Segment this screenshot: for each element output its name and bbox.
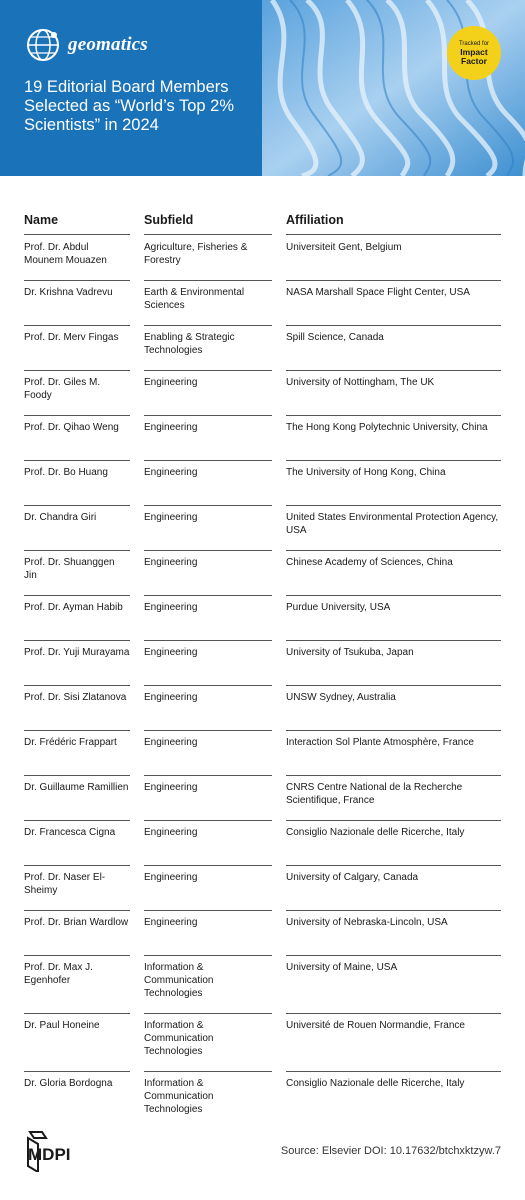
row-divider [286,550,501,551]
row-divider [144,1013,272,1014]
member-name: Prof. Dr. Qihao Weng [24,422,119,433]
member-affiliation: Chinese Academy of Sciences, China [286,557,453,568]
member-subfield: Engineering [144,692,198,703]
member-name: Prof. Dr. Sisi Zlatanova [24,692,127,703]
row-divider [144,820,272,821]
member-name: Dr. Gloria Bordogna [24,1078,113,1089]
member-affiliation: University of Tsukuba, Japan [286,647,414,658]
row-divider [24,640,130,641]
badge-line-factor: Factor [461,55,487,66]
member-subfield: Engineering [144,872,198,883]
row-divider [24,955,130,956]
row-divider [286,505,501,506]
member-subfield: Engineering [144,602,198,613]
row-divider [144,415,272,416]
row-divider [24,1071,130,1072]
row-divider [24,1013,130,1014]
row-divider [144,865,272,866]
member-subfield: Engineering [144,782,198,793]
member-affiliation: CNRS Centre National de la Recherche Scientifique, France [286,782,463,806]
member-name: Prof. Dr. Naser El-Sheimy [24,872,106,896]
member-affiliation: The University of Hong Kong, China [286,467,446,478]
source-citation: Source: Elsevier DOI: 10.17632/btchxktzyw.7 [280,1145,501,1157]
row-divider [286,415,501,416]
row-divider [144,910,272,911]
header-rule-affiliation [286,234,501,235]
member-name: Prof. Dr. Yuji Murayama [24,647,130,658]
badge-caption: Tracked for [458,40,490,47]
member-subfield: Earth & Environmental Sciences [144,287,245,311]
row-divider [286,595,501,596]
row-divider [24,775,130,776]
member-subfield: Information & Communication Technologies [144,1020,214,1057]
mdpi-logo [24,1130,94,1172]
member-affiliation: Purdue University, USA [286,602,391,613]
row-divider [144,460,272,461]
mdpi-logo-mark [24,1130,94,1172]
mdpi-wordmark: MDPI [28,1145,71,1164]
member-name: Dr. Paul Honeine [24,1020,100,1031]
row-divider [24,370,130,371]
member-affiliation: Interaction Sol Plante Atmosphère, France [286,737,474,748]
member-affiliation: Universiteit Gent, Belgium [286,242,402,253]
row-divider [144,775,272,776]
row-divider [24,730,130,731]
member-name: Dr. Francesca Cigna [24,827,116,838]
row-divider [24,415,130,416]
member-affiliation: Spill Science, Canada [286,332,384,343]
header-affiliation: Affiliation [286,213,344,227]
member-subfield: Enabling & Strategic Technologies [144,332,235,356]
member-affiliation: Université de Rouen Normandie, France [286,1020,465,1031]
row-divider [24,325,130,326]
member-subfield: Information & Communication Technologies [144,1078,214,1115]
row-divider [286,1071,501,1072]
member-subfield: Engineering [144,827,198,838]
header-rule-subfield [144,234,272,235]
row-divider [24,910,130,911]
row-divider [144,550,272,551]
row-divider [286,640,501,641]
member-name: Prof. Dr. Merv Fingas [24,332,119,343]
row-divider [286,460,501,461]
wave-texture-art [262,0,525,176]
page-title: 19 Editorial Board Members Selected as “World’s Top 2% Scientists” in 2024 [24,78,235,134]
row-divider [144,280,272,281]
row-divider [144,730,272,731]
journal-logo [24,26,148,64]
member-affiliation: University of Calgary, Canada [286,872,419,883]
row-divider [144,685,272,686]
member-affiliation: University of Nebraska-Lincoln, USA [286,917,448,928]
row-divider [144,595,272,596]
row-divider [144,505,272,506]
member-affiliation: Consiglio Nazionale delle Ricerche, Italy [286,827,465,838]
row-divider [286,910,501,911]
member-affiliation: United States Environmental Protection Agency, USA [286,512,499,536]
member-subfield: Agriculture, Fisheries & Forestry [144,242,248,266]
row-divider [24,865,130,866]
journal-name: geomatics [68,34,148,55]
row-divider [144,955,272,956]
member-subfield: Engineering [144,557,198,568]
row-divider [24,685,130,686]
row-divider [286,775,501,776]
row-divider [286,325,501,326]
row-divider [24,820,130,821]
row-divider [24,595,130,596]
row-divider [24,460,130,461]
row-divider [24,280,130,281]
member-affiliation: UNSW Sydney, Australia [286,692,396,703]
member-name: Prof. Dr. Ayman Habib [24,602,123,613]
row-divider [144,325,272,326]
row-divider [286,370,501,371]
row-divider [286,955,501,956]
member-affiliation: NASA Marshall Space Flight Center, USA [286,287,470,298]
member-affiliation: University of Maine, USA [286,962,398,973]
row-divider [286,820,501,821]
header-banner [0,0,525,176]
member-name: Prof. Dr. Brian Wardlow [24,917,129,928]
member-subfield: Engineering [144,917,198,928]
member-name: Dr. Frédéric Frappart [24,737,117,748]
member-name: Prof. Dr. Bo Huang [24,467,108,478]
row-divider [286,865,501,866]
member-subfield: Engineering [144,737,198,748]
globe-icon [24,26,62,64]
member-name: Dr. Guillaume Ramillien [24,782,129,793]
header-subfield: Subfield [144,213,194,227]
member-subfield: Information & Communication Technologies [144,962,214,999]
row-divider [144,370,272,371]
member-subfield: Engineering [144,512,198,523]
member-subfield: Engineering [144,422,198,433]
row-divider [24,550,130,551]
row-divider [286,1013,501,1014]
member-affiliation: The Hong Kong Polytechnic University, China [286,422,488,433]
member-affiliation: University of Nottingham, The UK [286,377,435,388]
badge-line-impact: Impact [460,46,488,57]
row-divider [144,1071,272,1072]
member-name: Prof. Dr. Giles M. Foody [24,377,101,401]
member-name: Dr. Chandra Giri [24,512,97,523]
member-subfield: Engineering [144,467,198,478]
member-name: Dr. Krishna Vadrevu [24,287,113,298]
member-affiliation: Consiglio Nazionale delle Ricerche, Italy [286,1078,465,1089]
member-subfield: Engineering [144,377,198,388]
member-name: Prof. Dr. Max J. Egenhofer [24,962,93,986]
row-divider [24,505,130,506]
row-divider [286,730,501,731]
header-rule-name [24,234,130,235]
member-name: Prof. Dr. Shuanggen Jin [24,557,115,581]
member-name: Prof. Dr. Abdul Mounem Mouazen [24,242,107,266]
row-divider [144,640,272,641]
member-subfield: Engineering [144,647,198,658]
row-divider [286,280,501,281]
impact-factor-badge [447,26,501,80]
row-divider [286,685,501,686]
header-name: Name [24,213,59,227]
